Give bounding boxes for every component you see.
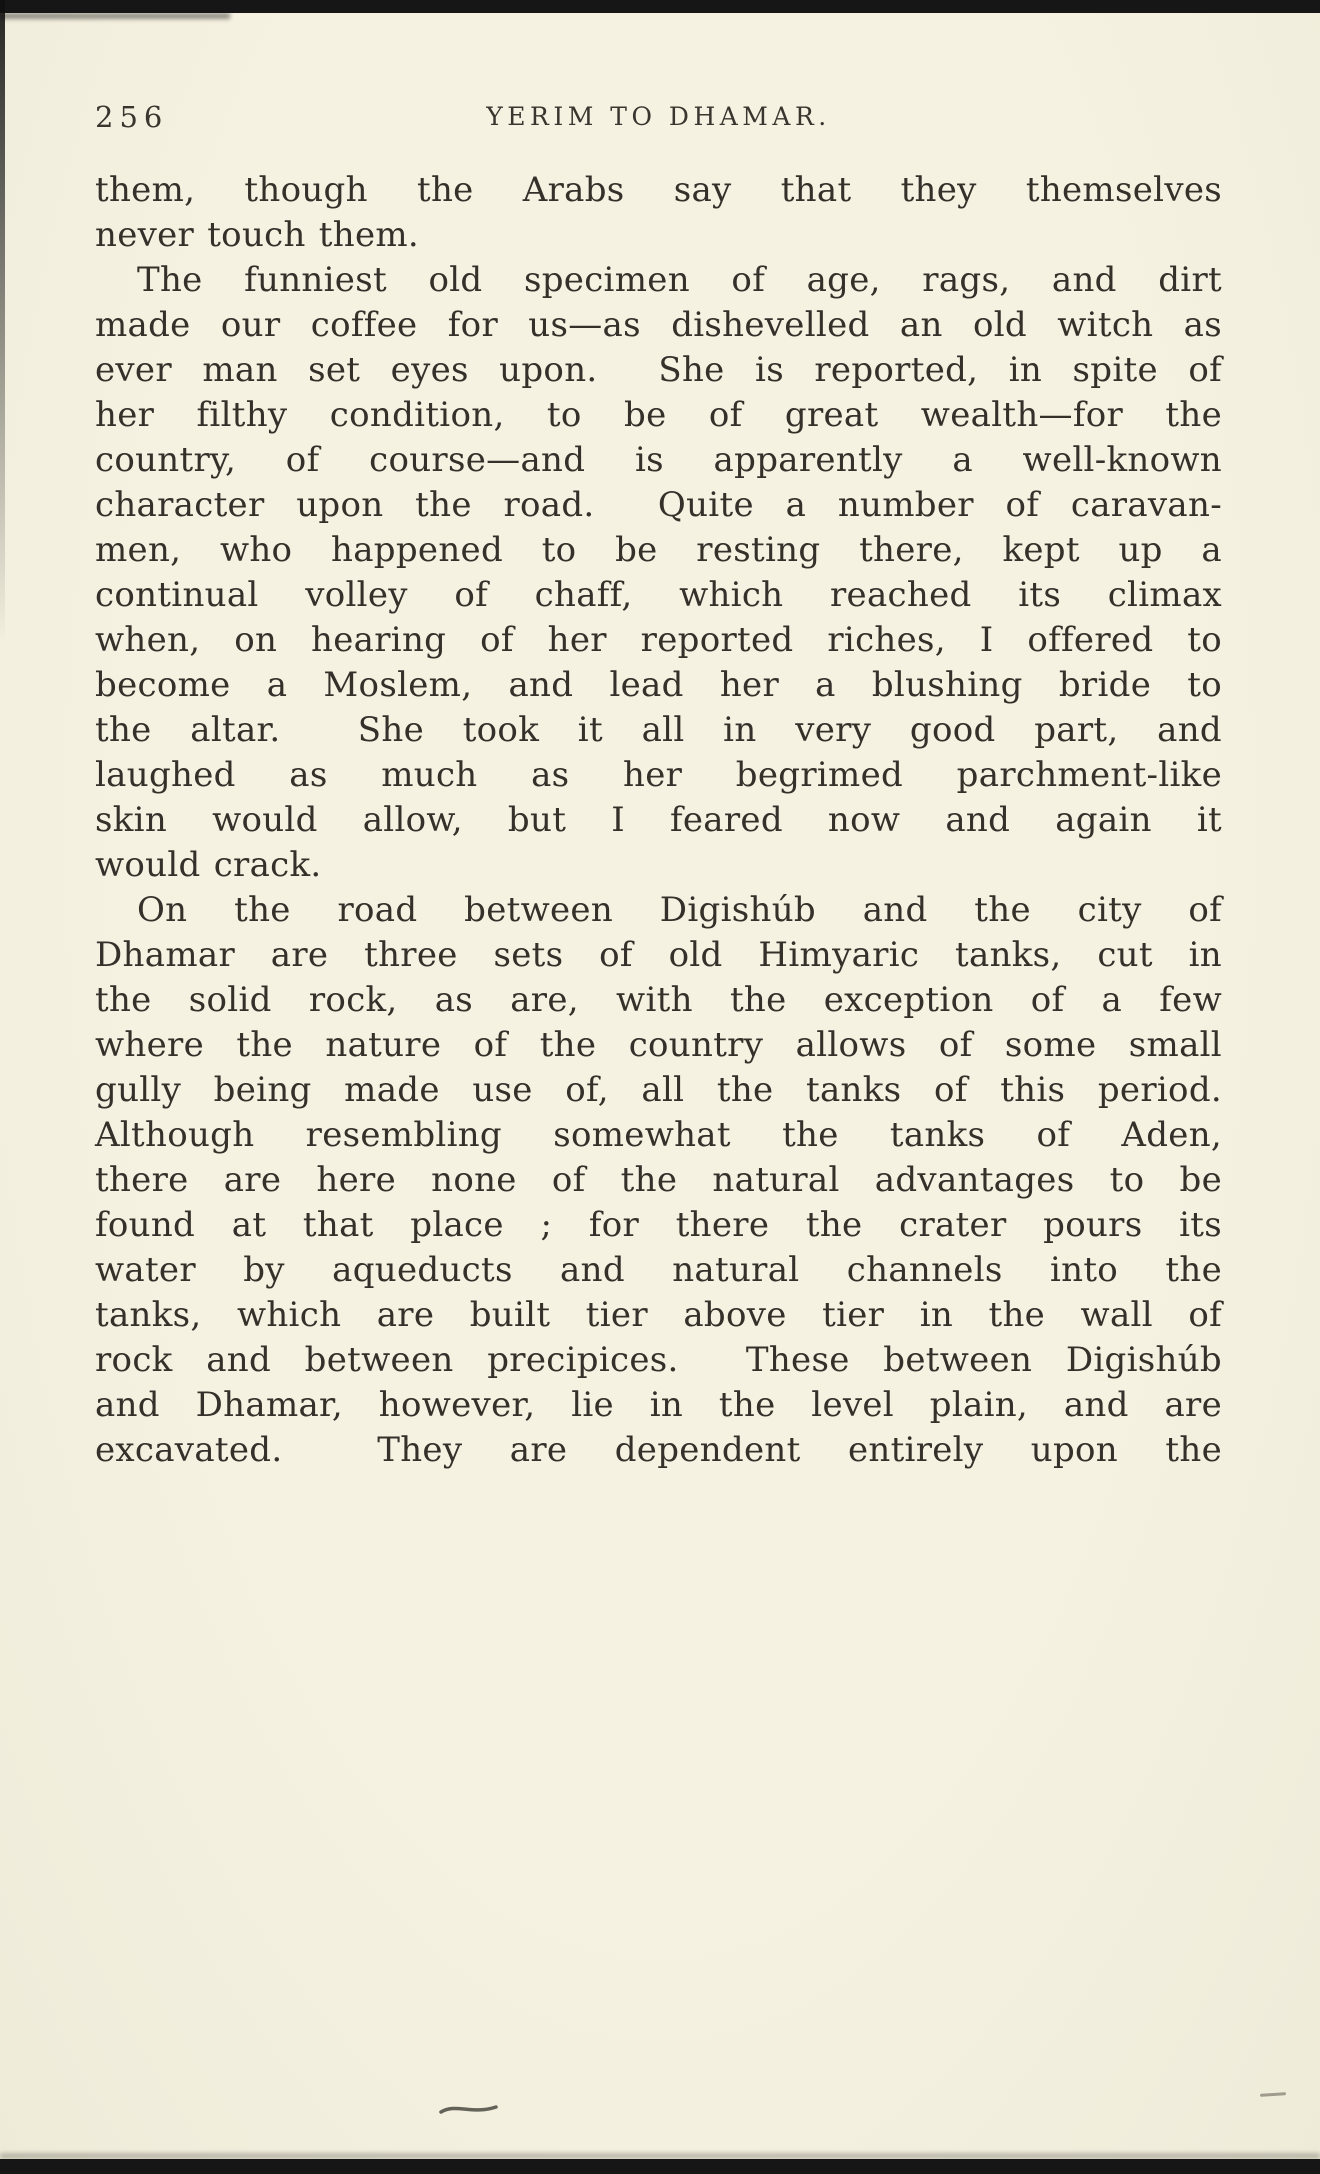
text-line: country, of course—and is apparently a well-known <box>95 440 1222 480</box>
text-line: water by aqueducts and natural channels into the <box>95 1250 1222 1290</box>
text-line: where the nature of the country allows of some small <box>95 1025 1222 1065</box>
scan-edge-bottom <box>0 2159 1320 2174</box>
text-line: ever man set eyes upon. She is reported, in spite of <box>95 350 1222 390</box>
text-line: become a Moslem, and lead her a blushing bride to <box>95 665 1222 705</box>
text-line: excavated. They are dependent entirely upon the <box>95 1430 1222 1470</box>
paragraph <box>95 888 1222 1473</box>
paragraph <box>95 168 1222 258</box>
text-line: when, on hearing of her reported riches, I offered to <box>95 620 1222 660</box>
text-line: them, though the Arabs say that they themselves <box>95 170 1222 210</box>
text-line: there are here none of the natural advantages to be <box>95 1160 1222 1200</box>
text-line: rock and between precipices. These between Digishúb <box>95 1340 1222 1380</box>
text-line: laughed as much as her begrimed parchment-like <box>95 755 1222 795</box>
text-line: her filthy condition, to be of great wealth—for the <box>95 395 1222 435</box>
text-line: found at that place ; for there the crater pours its <box>95 1205 1222 1245</box>
paragraph <box>95 258 1222 888</box>
text-line: the solid rock, as are, with the exception of a few <box>95 980 1222 1020</box>
text-line: gully being made use of, all the tanks of this period. <box>95 1070 1222 1110</box>
text-line: made our coffee for us—as dishevelled an old witch as <box>95 305 1222 345</box>
text-line: Although resembling somewhat the tanks of Aden, <box>95 1115 1222 1155</box>
text-line: skin would allow, but I feared now and again it <box>95 800 1222 840</box>
text-line: continual volley of chaff, which reached its climax <box>95 575 1222 615</box>
page-header <box>95 98 1222 138</box>
text-line: would crack. <box>95 845 322 885</box>
page-number: 256 <box>95 100 169 134</box>
ink-mark <box>438 2100 500 2118</box>
text-line: On the road between Digishúb and the city of <box>137 890 1222 930</box>
text-line: men, who happened to be resting there, kept up a <box>95 530 1222 570</box>
page-body <box>95 168 1222 1473</box>
text-line: tanks, which are built tier above tier in the wall of <box>95 1295 1222 1335</box>
text-line: The funniest old specimen of age, rags, and dirt <box>137 260 1222 300</box>
text-line: Dhamar are three sets of old Himyaric tanks, cut in <box>95 935 1222 975</box>
ink-dash <box>1260 2092 1286 2097</box>
scan-edge-top <box>0 0 1320 13</box>
text-line: character upon the road. Quite a number of caravan- <box>95 485 1222 525</box>
text-line: the altar. She took it all in very good part, and <box>95 710 1222 750</box>
text-line: never touch them. <box>95 215 420 255</box>
text-line: and Dhamar, however, lie in the level plain, and are <box>95 1385 1222 1425</box>
scan-edge-left <box>0 0 5 640</box>
running-title: YERIM TO DHAMAR. <box>486 102 831 131</box>
